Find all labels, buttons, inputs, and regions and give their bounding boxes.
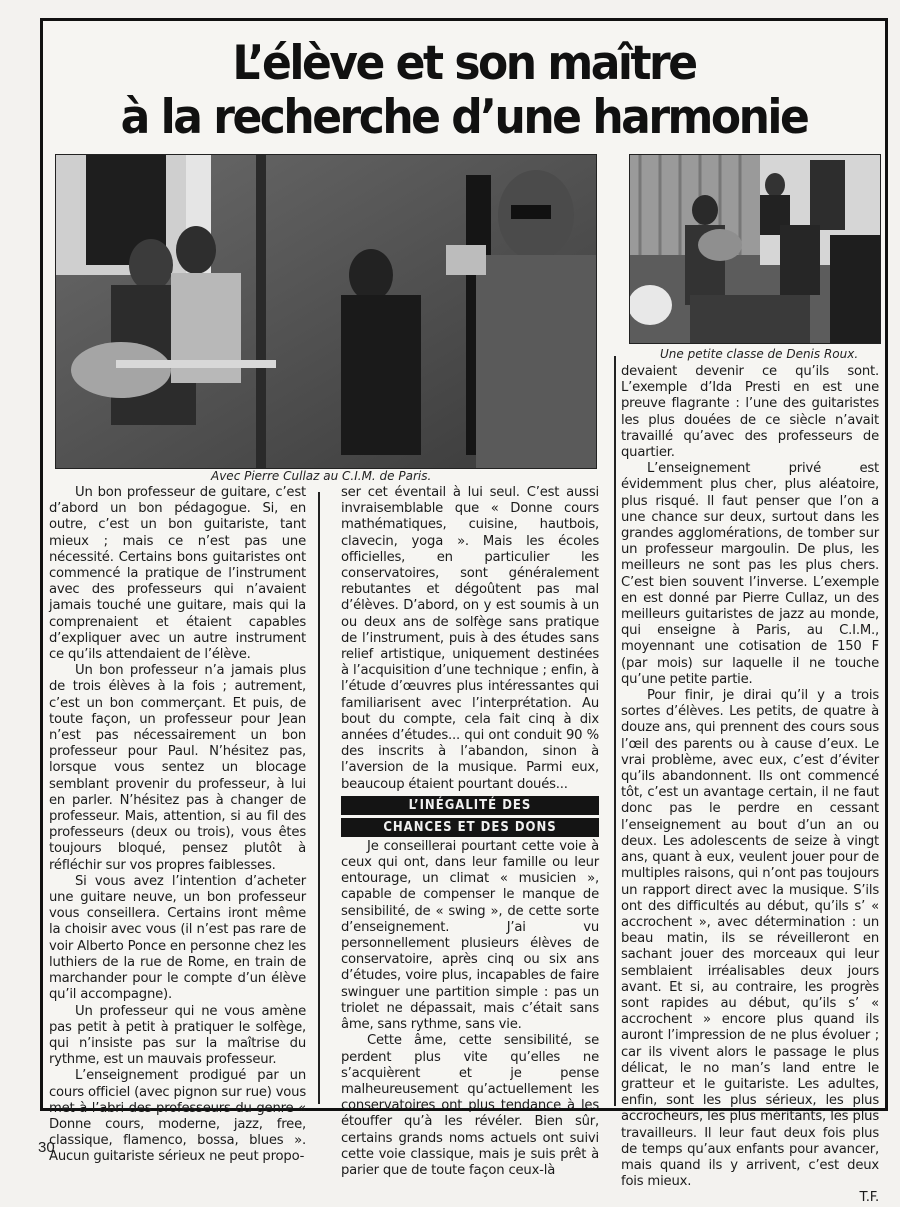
paragraph: Je conseillerai pourtant cette voie à ceux qui ont, dans leur famille ou leur entourage, un climat « musicien », capable de compenser le manque de sensibilité, de « swing », de cette sorte d’enseignement. J’ai vu personnellement plusieurs élèves de conservatoire, après cinq ou six ans d’études, voire plus, incapables de faire swinguer une partition simple : pas un triolet ne dépassait, mais c’était sans âme, sans rythme, sans vie. — [341, 838, 599, 1033]
headline-line-1: L’élève et son maître — [232, 35, 696, 91]
paragraph: Un bon professeur de guitare, c’est d’abord un bon pédagogue. Si, en outre, c’est un bon guitariste, tant mieux ; mais ce n’est pas une nécessité. Certains bons guitaristes ont commencé la pratique de l’instrument avec des professeurs qui n’avaient jamais touché une guitare, mais qui la comprenaient et étaient capables d’expliquer avec un autre instrument ce qu’ils attendaient de l’élève. — [49, 485, 306, 663]
paragraph: ser cet éventail à lui seul. C’est aussi invraisemblable que « Donne cours mathématiques, cuisine, hautbois, clavecin, yoga ». Mais les écoles officielles, en particulier les conservatoires, sont généralement rebutantes et dégoûtent pas mal d’élèves. D’abord, on y est soumis à un ou deux ans de solfège sans pratique de l’instrument, puis à des études sans relief artistique, uniquement destinées à l’acquisition d’une technique ; enfin, à l’étude d’œuvres plus intéressantes qui familiarisent avec l’interprétation. Au bout du compte, cela fait cinq à dix années d’études... qui ont conduit 90 % des inscrits à l’abandon, sinon à l’aversion de la musique. Parmi eux, beaucoup étaient pourtant doués... — [341, 485, 599, 792]
subheading-line-2: CHANCES ET DES DONS — [341, 818, 599, 837]
paragraph: Un professeur qui ne vous amène pas petit à petit à pratiquer le solfège, qui n’insiste pas sur la maîtrise du rythme, est un mauvais professeur. — [49, 1003, 306, 1068]
photo-caption-1: Avec Pierre Cullaz au C.I.M. de Paris. — [211, 469, 432, 483]
photo-caption-2: Une petite classe de Denis Roux. — [660, 347, 859, 361]
photo-image — [56, 155, 596, 468]
paragraph: Cette âme, cette sensibilité, se perdent plus vite qu’elles ne s’acquièrent et je pense malheureusement qu’actuellement les conservatoires ont plus tendance à les étouffer qu’à les révéler. Bien sûr, certains grands noms actuels ont suivi cette voie classique, mais je suis prêt à parier que de toute façon ceux-là — [341, 1033, 599, 1178]
article-column-2 — [341, 485, 599, 1179]
subheading-line-1: L’INÉGALITÉ DES — [341, 796, 599, 815]
page-number: 30 — [38, 1139, 55, 1156]
column-divider — [614, 356, 616, 1106]
paragraph: Un bon professeur n’a jamais plus de trois élèves à la fois ; autrement, c’est un bon commerçant. Et puis, de toute façon, un professeur pour Jean n’est pas nécessairement un bon professeur pour Paul. N’hésitez pas, lorsque vous sentez un blocage semblant provenir du professeur, à lui en parler. N’hésitez pas à changer de professeur. Mais, attention, si au fil des professeurs (deux ou trois), vous êtes toujours bloqué, pensez plutôt à réfléchir sur vos propres faiblesses. — [49, 663, 306, 873]
photo-denis-roux-class — [629, 154, 881, 344]
photo-image — [630, 155, 880, 343]
article-column-3 — [621, 348, 879, 1207]
paragraph: Si vous avez l’intention d’acheter une guitare neuve, un bon professeur vous conseillera. Certains iront même la choisir avec vous (il n’est pas rare de voir Alberto Ponce en personne chez les luthiers de la rue de Rome, en train de marchander pour le compte d’un élève qu’il accompagne). — [49, 873, 306, 1003]
paragraph: L’enseignement privé est évidemment plus cher, plus aléatoire, plus risqué. Il faut penser que l’on a une chance sur deux, surtout dans les grandes agglomérations, de tomber sur un professeur margoulin. De plus, les meilleurs ne sont pas les plus chers. C’est bien souvent l’inverse. L’exemple en est donné par Pierre Cullaz, un des meilleurs guitaristes de jazz au monde, qui enseigne à Paris, au C.I.M., moyennant une cotisation de 150 F (par mois) sur laquelle il ne touche qu’une petite partie. — [621, 461, 879, 687]
paragraph: Pour finir, je dirai qu’il y a trois sortes d’élèves. Les petits, de quatre à douze ans, qui prennent des cours sous l’œil des parents ou à cause d’eux. Le vrai problème, avec eux, c’est d’éviter qu’ils abandonnent. Ils ont commencé tôt, c’est un avantage certain, il ne faut donc pas le perdre en cessant l’enseignement au bout d’un an ou deux. Les adolescents de seize à vingt ans, quant à eux, veulent jouer pour de multiples raisons, qui n’ont pas toujours un rapport direct avec la musique. S’ils ont des difficultés au début, qu’ils s’ « accrochent », avec détermination : un beau matin, ils se réveilleront en sachant jouer des morceaux qui leur semblaient irréalisables deux jours avant. Et si, au contraire, les progrès sont rapides au début, qu’ils s’ « accrochent » encore plus quand ils auront l’impression de ne plus évoluer ; car ils vivent alors le passage le plus délicat, le no man’s land entre le gratteur et le guitariste. Les adultes, enfin, sont les plus sérieux, les plus accrocheurs, les plus méritants, les plus travailleurs. Il leur faut deux fois plus de temps qu’aux enfants pour avancer, mais quand ils y arrivent, c’est deux fois mieux. — [621, 688, 879, 1190]
article-headline — [43, 37, 885, 145]
column-divider — [318, 492, 320, 1104]
paragraph: L’enseignement prodigué par un cours officiel (avec pignon sur rue) vous met à l’abri des professeurs du genre « Donne cours, moderne, jazz, free, classique, flamenco, bossa, blues ». Aucun guitariste sérieux ne peut propo- — [49, 1068, 307, 1165]
article-column-1 — [49, 485, 306, 1166]
paragraph: devaient devenir ce qu’ils sont. L’exemple d’Ida Presti en est une preuve flagrante : l’une des guitaristes les plus douées de ce siècle n’avait travaillé qu’avec des professeurs de quartier. — [621, 364, 879, 461]
headline-line-2: à la recherche d’une harmonie — [120, 89, 808, 145]
author-signature: T.F. — [859, 1190, 879, 1206]
photo-pierre-cullaz-class — [55, 154, 597, 469]
author-signature-row — [621, 1190, 879, 1206]
